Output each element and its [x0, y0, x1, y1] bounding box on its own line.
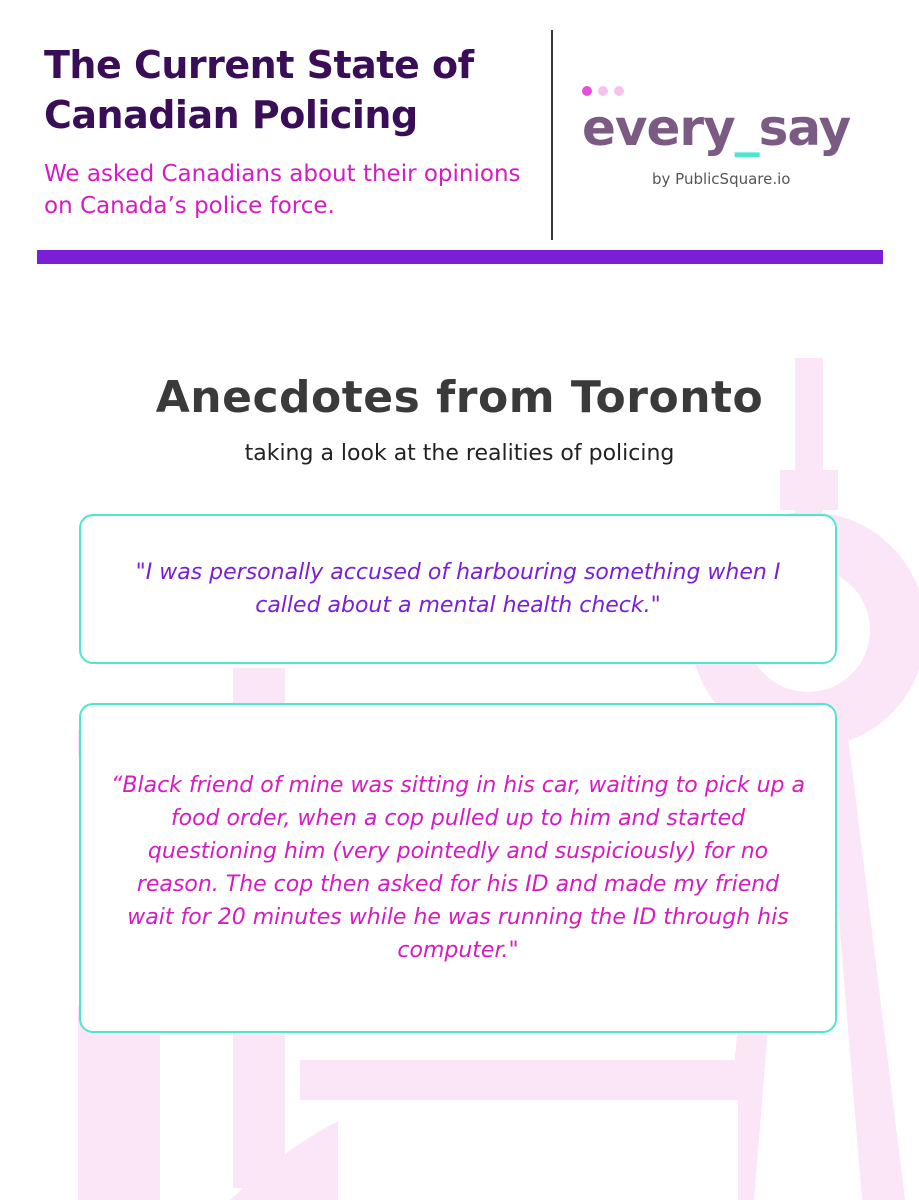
quote-card — [79, 514, 837, 664]
page-title: The Current State of Canadian Policing — [44, 43, 474, 137]
header-rule — [37, 250, 883, 264]
page-subtitle: We asked Canadians about their opinions on Canada’s police force. — [44, 161, 521, 219]
logo-word-separator: _ — [734, 99, 759, 157]
quote-text: “Black friend of mine was sitting in his car, waiting to pick up a food order, when a cop pulled up to him and started questioning him (very pointedly and suspiciously) for no reason. The cop then asked for his ID and made my friend wait for 20 minutes while he was running the ID through his computer." — [111, 773, 805, 963]
logo-byline: by PublicSquare.io — [652, 170, 791, 188]
logo-word-left: every — [582, 99, 735, 157]
quote-card — [79, 703, 837, 1033]
section-title: Anecdotes from Toronto — [155, 372, 764, 423]
quote-text: "I was personally accused of harbouring something when I called about a mental health check." — [135, 560, 781, 618]
section-subtitle: taking a look at the realities of policing — [244, 441, 675, 466]
page-header — [0, 0, 919, 270]
logo-dot — [598, 86, 608, 96]
logo-word-right: say — [758, 99, 851, 157]
header-divider — [551, 30, 553, 240]
logo-dot — [614, 86, 624, 96]
brand-logo — [582, 96, 902, 160]
logo-dot — [582, 86, 592, 96]
